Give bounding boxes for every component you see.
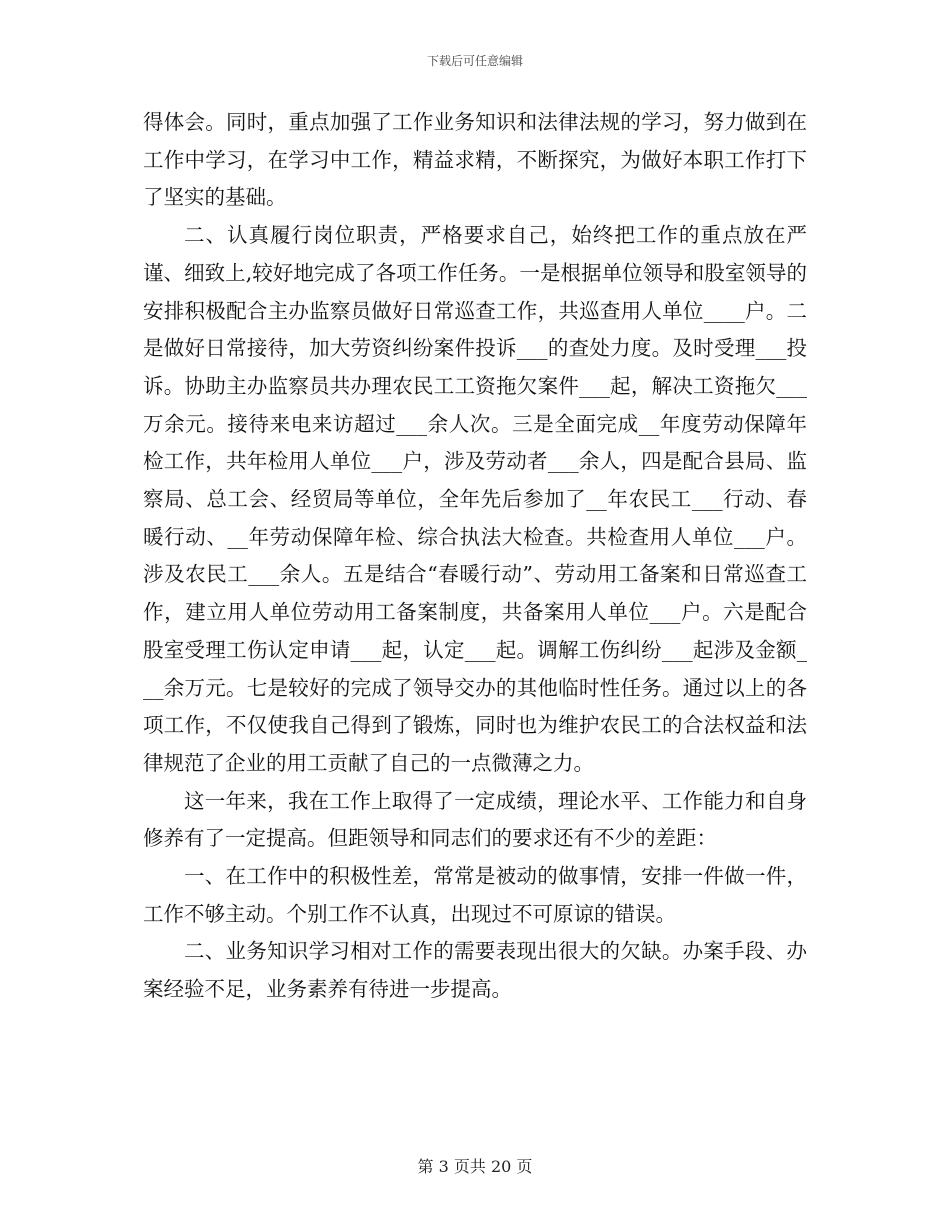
paragraph-2: 二、认真履行岗位职责，严格要求自己，始终把工作的重点放在严谨、细致上,较好地完成了各项工作任务。一是根据单位领导和股室领导的安排积极配合主办监察员做好日常巡查工作，共巡查用人单位____户。二是做好日常接待，加大劳资纠纷案件投诉___的查处力度。及时受理___投诉。协助主办监察员共办理农民工工资拖欠案件___起，解决工资拖欠___万余元。接待来电来访超过___余人次。三是全面完成__年度劳动保障年检工作，共年检用人单位___户，涉及劳动者___余人，四是配合县局、监察局、总工会、经贸局等单位，全年先后参加了__年农民工___行动、春暖行动、__年劳动保障年检、综合执法大检查。共检查用人单位___户。涉及农民工___余人。五是结合“春暖行动”、劳动用工备案和日常巡查工作，建立用人单位劳动用工备案制度，共备案用人单位___户。六是配合股室受理工伤认定申请___起，认定___起。调解工伤纠纷___起涉及金额___余万元。七是较好的完成了领导交办的其他临时性任务。通过以上的各项工作，不仅使我自己得到了锻炼，同时也为维护农民工的合法权益和法律规范了企业的用工贡献了自己的一点微薄之力。 bbox=[143, 223, 807, 775]
paragraph-1: 得体会。同时，重点加强了工作业务知识和法律法规的学习，努力做到在工作中学习，在学习中工作，精益求精，不断探究，为做好本职工作打下了坚实的基础。 bbox=[143, 110, 807, 210]
paragraph-3: 这一年来，我在工作上取得了一定成绩，理论水平、工作能力和自身修养有了一定提高。但距领导和同志们的要求还有不少的差距： bbox=[143, 788, 807, 851]
paragraph-4: 一、在工作中的积极性差，常常是被动的做事情，安排一件做一件，工作不够主动。个别工作不认真，出现过不可原谅的错误。 bbox=[143, 864, 807, 926]
paragraph-5: 二、业务知识学习相对工作的需要表现出很大的欠缺。办案手段、办案经验不足，业务素养有待进一步提高。 bbox=[143, 939, 807, 1002]
page-footer: 第 3 页共 20 页 bbox=[417, 1157, 533, 1176]
page-header: 下载后可任意编辑 bbox=[426, 54, 523, 68]
document-body bbox=[143, 104, 807, 1009]
